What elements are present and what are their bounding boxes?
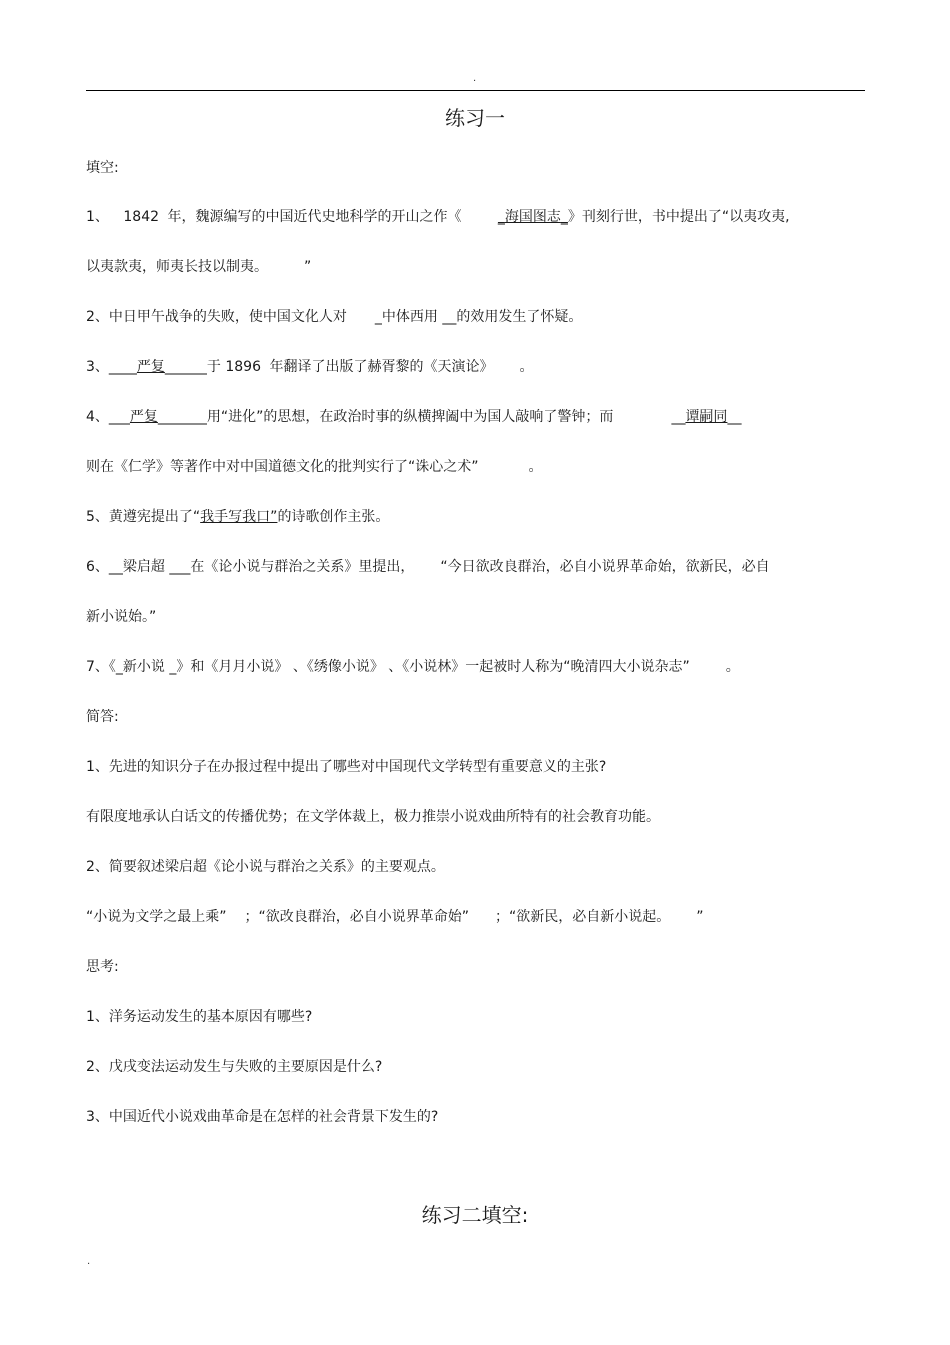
s2-answer-d: ”: [696, 909, 704, 925]
header-rule: [86, 90, 865, 91]
s2-answer-c: ；“欲新民，必自新小说起。: [495, 909, 671, 925]
q4-end: 。: [528, 459, 543, 475]
q3-text-b: 年翻译了出版了赫胥黎的《天演论》: [269, 359, 494, 375]
exercise2-title: 练习二填空:: [421, 1203, 529, 1227]
think-question-2: 2、戊戌变法运动发生与失败的主要原因是什么?: [86, 1059, 383, 1075]
question-1-line2: [86, 257, 311, 277]
short-answer-1: 有限度地承认白话文的传播优势；在文学体裁上，极力推崇小说戏曲所特有的社会教育功能。: [86, 809, 660, 825]
q7-end: 。: [725, 659, 740, 675]
fill-heading: 填空:: [86, 160, 119, 176]
q3-answer: 严复: [136, 359, 165, 375]
s2-answer-a: “小说为文学之最上乘”: [86, 909, 227, 925]
question-3: 3、____严复______于 1896 年翻译了出版了赫胥黎的《天演论》 。: [86, 359, 534, 375]
question-7: 7、《_新小说 _》和《月月小说》 、《绣像小说》 、《小说林》一起被时人称为“晚清四大小说杂志” 。: [86, 659, 740, 675]
q3-prefix: 3、: [86, 359, 109, 375]
q7-text-a: 7、《: [86, 659, 116, 675]
q4-line2: 则在《仁学》等著作中对中国道德文化的批判实行了“诛心之术”: [86, 459, 479, 475]
question-1: [86, 207, 790, 227]
q1-text-a: 年，魏源编写的中国近代史地科学的开山之作《: [167, 209, 462, 225]
q1-prefix: 1、: [86, 209, 109, 225]
question-6-line2: 新小说始。”: [86, 609, 157, 625]
q5-answer: 我手写我口”: [200, 509, 278, 525]
q6-text-a: 在《论小说与群治之关系》里提出，: [190, 559, 415, 575]
q5-text-b: 的诗歌创作主张。: [277, 509, 390, 525]
q4-text-a: 用“进化”的思想，在政治时事的纵横捭阖中为国人敲响了警钟；而: [206, 409, 614, 425]
footer-dot: .: [87, 1256, 91, 1267]
header-dot: .: [473, 73, 477, 84]
question-5: [86, 507, 389, 527]
q6-quote: “今日欲改良群治，必自小说界革命始，欲新民，必自: [440, 559, 770, 575]
exercise1-title: 练习一: [445, 106, 505, 130]
s2-answer-b: ；“欲改良群治，必自小说界革命始”: [244, 909, 470, 925]
think-question-1: 1、洋务运动发生的基本原因有哪些?: [86, 1009, 313, 1025]
short-answer-2: [86, 907, 704, 927]
question-2: 2、中日甲午战争的失败，使中国文化人对 _中体西用 __的效用发生了怀疑。: [86, 309, 583, 325]
q4-answer2: 谭嗣同: [685, 409, 728, 425]
question-4-line2: [86, 457, 543, 477]
q3-end: 。: [519, 359, 534, 375]
q7-text-b: 》和《月月小说》 、《绣像小说》 、《小说林》一起被时人称为“晚清四大小说杂志”: [176, 659, 690, 675]
q1-year: 1842: [123, 209, 160, 225]
think-heading: 思考:: [86, 959, 119, 975]
q4-prefix: 4、: [86, 409, 109, 425]
short-question-1: 1、先进的知识分子在办报过程中提出了哪些对中国现代文学转型有重要意义的主张?: [86, 759, 607, 775]
q2-text-a: 2、中日甲午战争的失败，使中国文化人对: [86, 309, 347, 325]
q7-answer: 新小说: [122, 659, 165, 675]
q2-answer: 中体西用: [381, 309, 438, 325]
question-6: 6、__梁启超 ___在《论小说与群治之关系》里提出， “今日欲改良群治，必自小说界革命始，欲新民，必自: [86, 559, 770, 575]
think-question-3: 3、中国近代小说戏曲革命是在怎样的社会背景下发生的?: [86, 1109, 439, 1125]
q6-answer: 梁启超: [122, 559, 165, 575]
question-4: 4、___严复_______用“进化”的思想，在政治时事的纵横捭阖中为国人敲响了警钟；而 __谭嗣同__: [86, 409, 742, 425]
q6-prefix: 6、: [86, 559, 109, 575]
q1-text-b: 》刊刻行世，书中提出了“以夷攻夷,: [567, 209, 790, 225]
q1-line2: 以夷款夷，师夷长技以制夷。: [86, 259, 268, 275]
q2-text-b: 的效用发生了怀疑。: [456, 309, 583, 325]
short-heading: 简答:: [86, 709, 119, 725]
q1-answer: _海国图志_: [497, 209, 568, 225]
q3-text-a: 于 1896: [206, 359, 262, 375]
short-question-2: 2、简要叙述梁启超《论小说与群治之关系》的主要观点。: [86, 859, 445, 875]
q4-answer1: 严复: [129, 409, 158, 425]
q5-text-a: 5、黄遵宪提出了“: [86, 509, 201, 525]
q1-close: ”: [304, 259, 312, 275]
